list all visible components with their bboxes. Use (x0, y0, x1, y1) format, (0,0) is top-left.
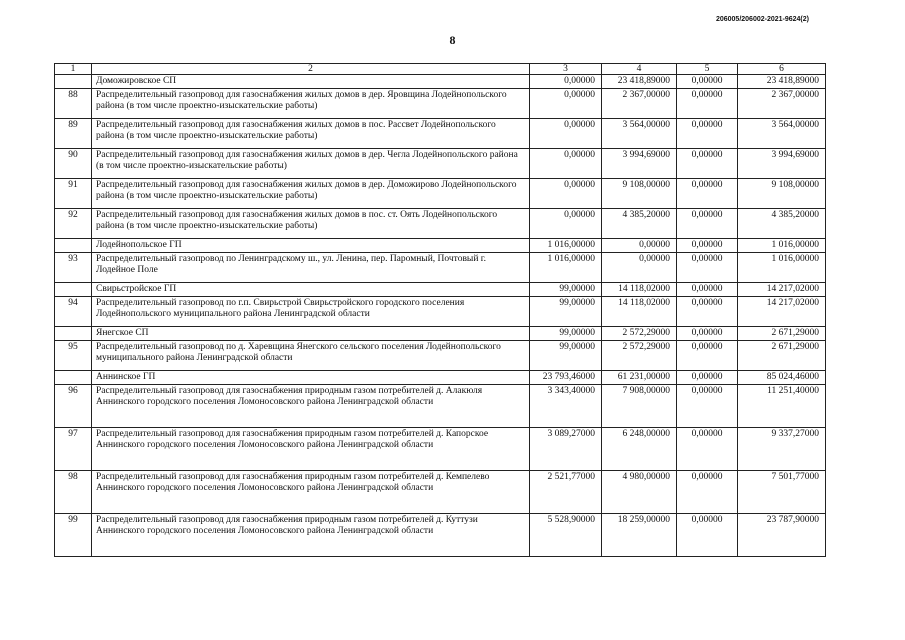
row-number-cell (55, 75, 92, 89)
value-col4-cell: 3 564,00000 (602, 119, 677, 149)
value-col4-cell: 0,00000 (602, 239, 677, 253)
table-row (55, 209, 826, 239)
row-number-cell (55, 371, 92, 385)
description-cell: Распределительный газопровод для газоснабжения жилых домов в дер. Чегла Лодейнопольского района (в том числе проектно-изыскательские работы) (92, 149, 530, 179)
table-row (55, 341, 826, 371)
value-col5-cell: 0,00000 (677, 385, 738, 428)
value-col3-cell: 2 521,77000 (530, 471, 602, 514)
value-col4-cell: 6 248,00000 (602, 428, 677, 471)
row-number-cell (55, 239, 92, 253)
value-col6-cell: 4 385,20000 (738, 209, 826, 239)
value-col6-cell: 9 337,27000 (738, 428, 826, 471)
value-col4-cell: 4 385,20000 (602, 209, 677, 239)
value-col6-cell: 14 217,02000 (738, 297, 826, 327)
row-number-cell: 97 (55, 428, 92, 471)
value-col5-cell: 0,00000 (677, 119, 738, 149)
value-col3-cell: 0,00000 (530, 89, 602, 119)
description-cell: Распределительный газопровод для газоснабжения жилых домов в пос. ст. Оять Лодейнопольского района (в том числе проектно-изыскательские работы) (92, 209, 530, 239)
value-col3-cell: 0,00000 (530, 179, 602, 209)
value-col3-cell: 99,00000 (530, 297, 602, 327)
table-row (55, 119, 826, 149)
value-col3-cell: 0,00000 (530, 119, 602, 149)
value-col5-cell: 0,00000 (677, 89, 738, 119)
table-row (55, 89, 826, 119)
value-col3-cell: 0,00000 (530, 149, 602, 179)
value-col6-cell: 85 024,46000 (738, 371, 826, 385)
value-col4-cell: 2 572,29000 (602, 327, 677, 341)
row-number-cell: 90 (55, 149, 92, 179)
row-number-cell: 98 (55, 471, 92, 514)
value-col4-cell: 61 231,00000 (602, 371, 677, 385)
description-cell: Янегское СП (92, 327, 530, 341)
value-col3-cell: 99,00000 (530, 327, 602, 341)
description-cell: Распределительный газопровод для газоснабжения природным газом потребителей д. Алакюля Аннинского городского поселения Ломоносовского района Ленинградской области (92, 385, 530, 428)
value-col5-cell: 0,00000 (677, 428, 738, 471)
group-subtotal-row (55, 371, 826, 385)
value-col5-cell: 0,00000 (677, 149, 738, 179)
table-header-row (55, 64, 826, 75)
group-subtotal-row (55, 283, 826, 297)
budget-table (54, 63, 826, 557)
value-col3-cell: 5 528,90000 (530, 514, 602, 557)
group-subtotal-row (55, 327, 826, 341)
value-col4-cell: 14 118,02000 (602, 283, 677, 297)
group-subtotal-row (55, 239, 826, 253)
value-col3-cell: 3 089,27000 (530, 428, 602, 471)
value-col5-cell: 0,00000 (677, 341, 738, 371)
row-number-cell: 91 (55, 179, 92, 209)
row-number-cell: 93 (55, 253, 92, 283)
value-col3-cell: 99,00000 (530, 283, 602, 297)
group-subtotal-row (55, 75, 826, 89)
row-number-cell: 88 (55, 89, 92, 119)
column-header: 4 (602, 64, 677, 75)
column-header: 3 (530, 64, 602, 75)
row-number-cell: 96 (55, 385, 92, 428)
value-col3-cell: 0,00000 (530, 75, 602, 89)
value-col3-cell: 1 016,00000 (530, 239, 602, 253)
value-col5-cell: 0,00000 (677, 327, 738, 341)
description-cell: Распределительный газопровод для газоснабжения жилых домов в пос. Рассвет Лодейнопольского района (в том числе проектно-изыскательские работы) (92, 119, 530, 149)
value-col4-cell: 0,00000 (602, 253, 677, 283)
column-header: 2 (92, 64, 530, 75)
value-col4-cell: 4 980,00000 (602, 471, 677, 514)
column-header: 5 (677, 64, 738, 75)
value-col6-cell: 23 418,89000 (738, 75, 826, 89)
row-number-cell: 94 (55, 297, 92, 327)
value-col6-cell: 1 016,00000 (738, 253, 826, 283)
value-col4-cell: 2 572,29000 (602, 341, 677, 371)
value-col5-cell: 0,00000 (677, 179, 738, 209)
table-row (55, 253, 826, 283)
value-col3-cell: 3 343,40000 (530, 385, 602, 428)
value-col4-cell: 7 908,00000 (602, 385, 677, 428)
value-col3-cell: 23 793,46000 (530, 371, 602, 385)
value-col5-cell: 0,00000 (677, 297, 738, 327)
value-col4-cell: 9 108,00000 (602, 179, 677, 209)
value-col4-cell: 2 367,00000 (602, 89, 677, 119)
value-col6-cell: 9 108,00000 (738, 179, 826, 209)
value-col4-cell: 3 994,69000 (602, 149, 677, 179)
table-row (55, 385, 826, 428)
value-col6-cell: 2 671,29000 (738, 327, 826, 341)
value-col3-cell: 1 016,00000 (530, 253, 602, 283)
column-header: 6 (738, 64, 826, 75)
value-col5-cell: 0,00000 (677, 209, 738, 239)
table-row (55, 179, 826, 209)
table-row (55, 514, 826, 557)
value-col4-cell: 23 418,89000 (602, 75, 677, 89)
value-col6-cell: 3 564,00000 (738, 119, 826, 149)
value-col5-cell: 0,00000 (677, 75, 738, 89)
page-number: 8 (449, 33, 456, 47)
description-cell: Свирьстройское ГП (92, 283, 530, 297)
description-cell: Доможировское СП (92, 75, 530, 89)
value-col5-cell: 0,00000 (677, 253, 738, 283)
row-number-cell: 89 (55, 119, 92, 149)
value-col6-cell: 14 217,02000 (738, 283, 826, 297)
description-cell: Распределительный газопровод по Ленинградскому ш., ул. Ленина, пер. Паромный, Почтовый г. Лодейное Поле (92, 253, 530, 283)
row-number-cell: 92 (55, 209, 92, 239)
description-cell: Распределительный газопровод для газоснабжения природным газом потребителей д. Куттузи Аннинского городского поселения Ломоносовского района Ленинградской области (92, 514, 530, 557)
table-row (55, 471, 826, 514)
value-col6-cell: 3 994,69000 (738, 149, 826, 179)
row-number-cell (55, 327, 92, 341)
document-id: 206005/206002-2021-9624(2) (715, 16, 809, 23)
value-col5-cell: 0,00000 (677, 239, 738, 253)
description-cell: Распределительный газопровод для газоснабжения природным газом потребителей д. Кемпелево Аннинского городского поселения Ломоносовского района Ленинградской области (92, 471, 530, 514)
description-cell: Распределительный газопровод для газоснабжения жилых домов в дер. Доможирово Лодейнопольского района (в том числе проектно-изыскательские работы) (92, 179, 530, 209)
value-col6-cell: 1 016,00000 (738, 239, 826, 253)
row-number-cell (55, 283, 92, 297)
value-col6-cell: 2 367,00000 (738, 89, 826, 119)
description-cell: Лодейнопольское ГП (92, 239, 530, 253)
table-row (55, 149, 826, 179)
column-header: 1 (55, 64, 92, 75)
value-col4-cell: 18 259,00000 (602, 514, 677, 557)
value-col6-cell: 2 671,29000 (738, 341, 826, 371)
value-col4-cell: 14 118,02000 (602, 297, 677, 327)
value-col5-cell: 0,00000 (677, 471, 738, 514)
description-cell: Распределительный газопровод для газоснабжения природным газом потребителей д. Капорское Аннинского городского поселения Ломоносовского района Ленинградской области (92, 428, 530, 471)
description-cell: Распределительный газопровод по д. Харевщина Янегского сельского поселения Лодейнопольского муниципального района Ленинградской области (92, 341, 530, 371)
value-col6-cell: 23 787,90000 (738, 514, 826, 557)
value-col6-cell: 7 501,77000 (738, 471, 826, 514)
value-col5-cell: 0,00000 (677, 514, 738, 557)
table-body (55, 75, 826, 557)
row-number-cell: 95 (55, 341, 92, 371)
value-col5-cell: 0,00000 (677, 283, 738, 297)
value-col6-cell: 11 251,40000 (738, 385, 826, 428)
description-cell: Распределительный газопровод для газоснабжения жилых домов в дер. Яровщина Лодейнопольского района (в том числе проектно-изыскательские работы) (92, 89, 530, 119)
description-cell: Аннинское ГП (92, 371, 530, 385)
value-col3-cell: 99,00000 (530, 341, 602, 371)
value-col5-cell: 0,00000 (677, 371, 738, 385)
description-cell: Распределительный газопровод по г.п. Свирьстрой Свирьстройского городского поселения Лодейнопольского муниципального района Ленинградской области (92, 297, 530, 327)
table-row (55, 297, 826, 327)
row-number-cell: 99 (55, 514, 92, 557)
value-col3-cell: 0,00000 (530, 209, 602, 239)
table-row (55, 428, 826, 471)
